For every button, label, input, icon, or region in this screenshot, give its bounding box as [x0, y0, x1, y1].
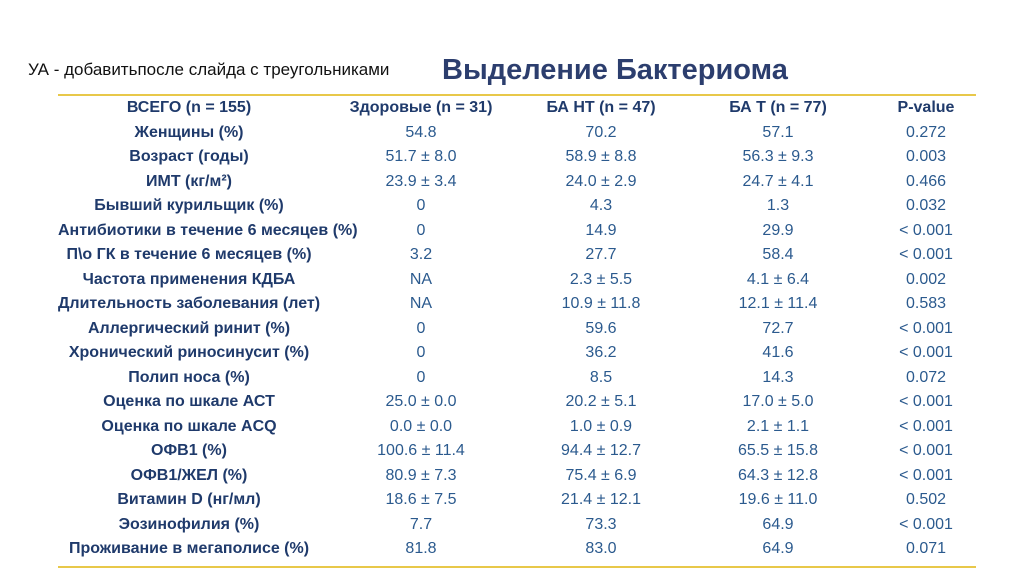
table-row [58, 390, 976, 415]
table-cell: 8.5 [589, 368, 613, 386]
table-cell: < 0.001 [899, 393, 953, 411]
table-cell: 25.0 ± 0.0 [385, 393, 457, 411]
table-cell: 0.502 [905, 491, 947, 509]
table-cell: < 0.001 [899, 442, 953, 460]
row-label: Антибиотики в течение 6 месяцев (%) [58, 221, 358, 239]
table-row [58, 464, 976, 489]
table-cell: 14.3 [762, 368, 794, 386]
table-cell: 100.6 ± 11.4 [377, 442, 465, 460]
table-cell: 36.2 [585, 344, 617, 362]
table-cell: 1.0 ± 0.9 [569, 417, 633, 435]
table-cell: 14.9 [585, 221, 617, 239]
table-row [58, 292, 976, 317]
row-label: Полип носа (%) [128, 368, 250, 386]
table-row [58, 219, 976, 244]
table-cell: 4.3 [589, 197, 613, 215]
table-header-row [58, 96, 976, 121]
table-cell: < 0.001 [899, 417, 953, 435]
table-cell: 4.1 ± 6.4 [746, 270, 810, 288]
row-label: Длительность заболевания (лет) [58, 295, 321, 313]
table-cell: 0 [416, 221, 426, 239]
table-cell: 20.2 ± 5.1 [565, 393, 637, 411]
table-row [58, 513, 976, 538]
table-cell: 54.8 [405, 123, 437, 141]
table-cell: 19.6 ± 11.0 [738, 491, 818, 509]
row-label: Аллергический ринит (%) [87, 319, 291, 337]
table-row [58, 317, 976, 342]
table-row [58, 194, 976, 219]
table-cell: 0.466 [905, 172, 947, 190]
table-cell: 58.4 [762, 246, 794, 264]
table-bottom-rule [58, 566, 976, 568]
table-cell: 94.4 ± 12.7 [561, 442, 641, 460]
table-cell: 70.2 [585, 123, 617, 141]
table-row [58, 121, 976, 146]
table-cell: 24.0 ± 2.9 [565, 172, 637, 190]
row-label: Витамин D (нг/мл) [117, 491, 261, 509]
table-cell: 2.1 ± 1.1 [746, 417, 810, 435]
table-cell: 3.2 [409, 246, 433, 264]
table-row [58, 439, 976, 464]
table-row [58, 145, 976, 170]
table-cell: 7.7 [409, 515, 433, 533]
table-cell: 64.9 [762, 515, 794, 533]
table-cell: NA [409, 270, 433, 288]
slide-title: Выделение Бактериома [442, 54, 788, 86]
row-label: Оценка по шкале ACQ [101, 417, 277, 435]
table-cell: 0.0 ± 0.0 [389, 417, 453, 435]
table-row [58, 268, 976, 293]
table-cell: 64.3 ± 12.8 [738, 466, 818, 484]
table-cell: 0 [416, 368, 426, 386]
column-header: P-value [897, 99, 955, 117]
table-cell: 10.9 ± 11.8 [561, 295, 641, 313]
table-body [58, 121, 976, 562]
row-label: Женщины (%) [134, 123, 244, 141]
row-label: Хронический риносинусит (%) [68, 344, 310, 362]
slide-note: УА - добавитьпосле слайда с треугольниками [28, 60, 390, 79]
table-cell: 73.3 [585, 515, 617, 533]
table-cell: 17.0 ± 5.0 [742, 393, 814, 411]
row-label: Эозинофилия (%) [118, 515, 260, 533]
table-cell: 0.072 [905, 368, 947, 386]
column-header: БА Т (n = 77) [729, 99, 827, 117]
table-cell: 2.3 ± 5.5 [569, 270, 633, 288]
table-cell: 0 [416, 197, 426, 215]
table-cell: 83.0 [585, 540, 617, 558]
table-row [58, 243, 976, 268]
table-cell: 0.071 [905, 540, 947, 558]
table-cell: 75.4 ± 6.9 [565, 466, 637, 484]
table-cell: < 0.001 [899, 515, 953, 533]
table-cell: < 0.001 [899, 221, 953, 239]
column-header: БА НТ (n = 47) [546, 99, 656, 117]
row-label: Возраст (годы) [129, 148, 249, 166]
table-cell: 0 [416, 344, 426, 362]
table-cell: 64.9 [762, 540, 794, 558]
table-cell: 0.272 [905, 123, 947, 141]
table-row [58, 341, 976, 366]
table-cell: 0.032 [905, 197, 947, 215]
data-table [58, 96, 976, 562]
table-cell: 23.9 ± 3.4 [385, 172, 457, 190]
table-cell: 57.1 [762, 123, 794, 141]
row-label: ОФВ1/ЖЕЛ (%) [130, 466, 248, 484]
table-cell: 27.7 [585, 246, 617, 264]
row-label: ОФВ1 (%) [151, 442, 227, 460]
table-row [58, 537, 976, 562]
table-cell: 24.7 ± 4.1 [742, 172, 814, 190]
table-cell: 1.3 [766, 197, 790, 215]
table-cell: 21.4 ± 12.1 [561, 491, 641, 509]
table-cell: 65.5 ± 15.8 [738, 442, 818, 460]
table-cell: 41.6 [762, 344, 794, 362]
table-cell: 29.9 [762, 221, 794, 239]
row-label: Оценка по шкале АСТ [103, 393, 275, 411]
table-cell: 72.7 [762, 319, 794, 337]
table-cell: < 0.001 [899, 344, 953, 362]
table-cell: 0 [416, 319, 426, 337]
table-cell: 12.1 ± 11.4 [738, 295, 818, 313]
table-row [58, 366, 976, 391]
row-label: Частота применения КДБА [82, 270, 296, 288]
table-cell: NA [409, 295, 433, 313]
table-cell: 81.8 [405, 540, 437, 558]
table-row [58, 488, 976, 513]
table-cell: 59.6 [585, 319, 617, 337]
table-row [58, 170, 976, 195]
table-cell: 80.9 ± 7.3 [385, 466, 457, 484]
table-cell: < 0.001 [899, 246, 953, 264]
column-header: ВСЕГО (n = 155) [126, 99, 252, 117]
table-cell: 56.3 ± 9.3 [742, 148, 814, 166]
table-cell: 0.003 [905, 148, 947, 166]
table-cell: 58.9 ± 8.8 [565, 148, 637, 166]
row-label: П\о ГК в течение 6 месяцев (%) [66, 246, 312, 264]
table-cell: 0.002 [905, 270, 947, 288]
row-label: ИМТ (кг/м²) [146, 172, 232, 190]
table-cell: < 0.001 [899, 466, 953, 484]
table-cell: 18.6 ± 7.5 [385, 491, 457, 509]
row-label: Проживание в мегаполисе (%) [68, 540, 310, 558]
table-cell: 51.7 ± 8.0 [385, 148, 457, 166]
table-cell: 0.583 [905, 295, 947, 313]
column-header: Здоровые (n = 31) [349, 99, 493, 117]
row-label: Бывший курильщик (%) [94, 197, 284, 215]
table-row [58, 415, 976, 440]
table-cell: < 0.001 [899, 319, 953, 337]
